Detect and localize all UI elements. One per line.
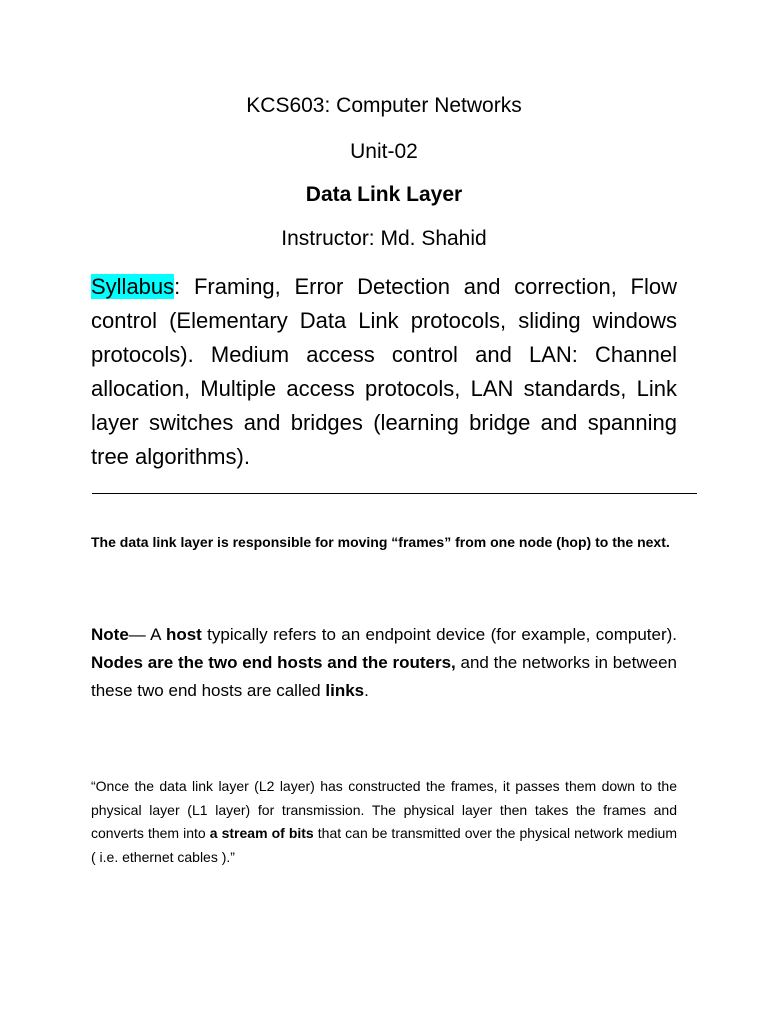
quote-text-1: “Once the data link layer (L2 layer) has constructed the frames, it passes them down to the physical layer (L1 layer) for transmission. The physical layer then takes the frames and converts them into: [91, 778, 677, 841]
syllabus-paragraph: [91, 270, 677, 474]
note-dash: — A: [128, 625, 166, 644]
note-links: links: [325, 681, 365, 700]
note-host: host: [165, 625, 202, 644]
quote-bold: a stream of bits: [209, 825, 314, 841]
note-text-2: and the networks in between these two end hosts are called: [91, 653, 677, 700]
intro-paragraph: The data link layer is responsible for moving “frames” from one node (hop) to the next.: [91, 534, 670, 550]
note-end: .: [364, 681, 369, 700]
quote-text-2: that can be transmitted over the physical network medium ( i.e. ethernet cables ).”: [91, 825, 678, 865]
note-label: Note: [91, 625, 129, 644]
syllabus-text: : Framing, Error Detection and correction, Flow control (Elementary Data Link protocols, sliding windows protocols). Medium access control and LAN: Channel allocation, Multiple access protocols, LAN standards, Link layer switches and bridges (learning bridge and spanning tree algorithms).: [91, 274, 677, 469]
unit-title: Unit-02: [350, 140, 418, 163]
note-text-1: typically refers to an endpoint device (for example, computer).: [201, 625, 677, 644]
horizontal-divider: [92, 493, 697, 494]
syllabus-label: Syllabus: [91, 274, 175, 299]
instructor-line: Instructor: Md. Shahid: [281, 227, 487, 250]
note-paragraph: [91, 621, 677, 705]
course-title: KCS603: Computer Networks: [246, 94, 522, 117]
quote-paragraph: [91, 775, 677, 869]
topic-title: Data Link Layer: [305, 183, 463, 206]
note-nodes: Nodes are the two end hosts and the routers,: [91, 653, 456, 672]
